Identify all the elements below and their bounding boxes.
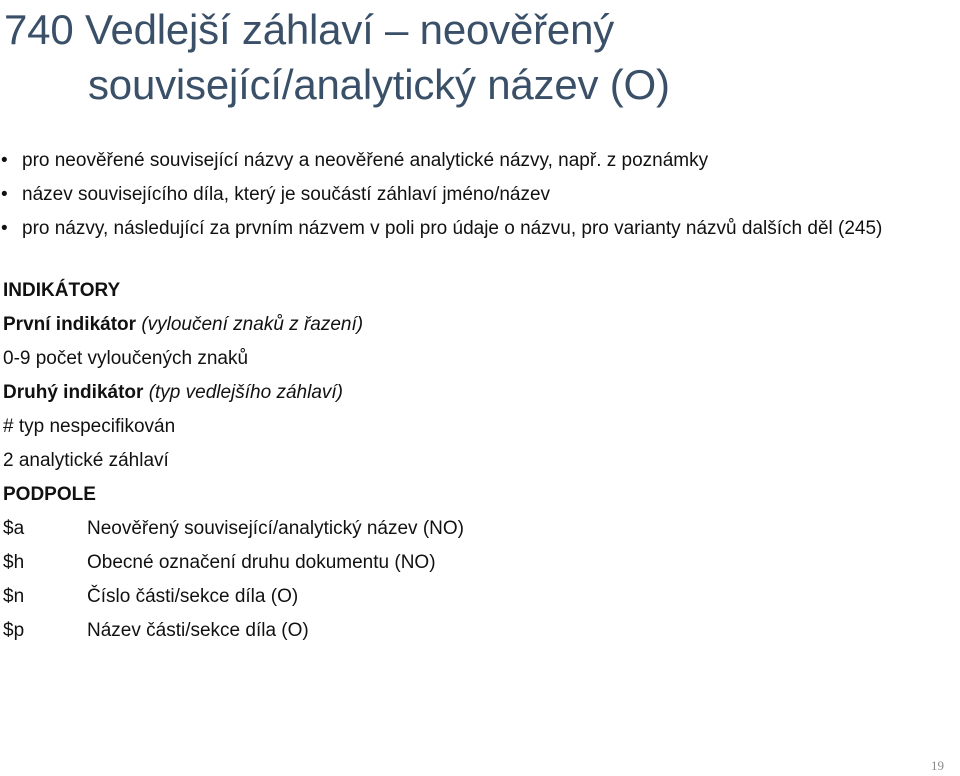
first-indicator-note: (vyloučení znaků z řazení)	[141, 314, 364, 335]
bullet-text: pro neověřené související názvy a neověřené analytické názvy, např. z poznámky	[22, 150, 709, 171]
indicators-heading: INDIKÁTORY	[3, 280, 121, 301]
subfields-heading: PODPOLE	[3, 484, 96, 505]
subfield-label: Název části/sekce díla (O)	[87, 620, 309, 641]
subfield-row	[3, 619, 943, 653]
bullet-icon: •	[1, 150, 8, 171]
second-indicator-label: Druhý indikátor	[3, 382, 144, 403]
first-indicator-label: První indikátor	[3, 314, 137, 335]
subfield-row	[3, 517, 943, 551]
subfield-code: $a	[3, 518, 25, 539]
slide-title	[4, 2, 944, 112]
first-indicator-value: 0-9 počet vyloučených znaků	[3, 348, 249, 369]
bullet-text: název souvisejícího díla, který je součástí záhlaví jméno/název	[22, 184, 551, 205]
bullet-icon: •	[1, 218, 8, 239]
subfield-row	[3, 585, 943, 619]
second-indicator-value: # typ nespecifikován	[3, 416, 176, 437]
second-indicator-row	[3, 381, 943, 415]
subfield-label: Číslo části/sekce díla (O)	[87, 586, 299, 607]
bullet-icon: •	[1, 184, 8, 205]
subfield-code: $h	[3, 552, 25, 573]
subfield-label: Obecné označení druhu dokumentu (NO)	[87, 552, 436, 573]
bullet-item	[0, 184, 942, 206]
slide-title-line-2: související/analytický název (O)	[88, 61, 670, 108]
bullet-text: pro názvy, následující za prvním názvem v poli pro údaje o názvu, pro varianty názvů dalších děl (245)	[22, 218, 883, 239]
page-number: 19	[931, 758, 944, 773]
second-indicator-value: 2 analytické záhlaví	[3, 450, 169, 471]
first-indicator-row	[3, 313, 943, 347]
bullet-list	[0, 150, 960, 252]
subfield-code: $p	[3, 620, 25, 641]
slide-title-line-1: 740 Vedlejší záhlaví – neověřený	[4, 6, 615, 53]
field-definition	[3, 279, 943, 653]
subfield-label: Neověřený související/analytický název (NO)	[87, 518, 464, 539]
bullet-item	[0, 218, 942, 240]
subfield-row	[3, 551, 943, 585]
second-indicator-note: (typ vedlejšího záhlaví)	[148, 382, 344, 403]
bullet-item	[0, 150, 942, 172]
subfield-code: $n	[3, 586, 25, 607]
